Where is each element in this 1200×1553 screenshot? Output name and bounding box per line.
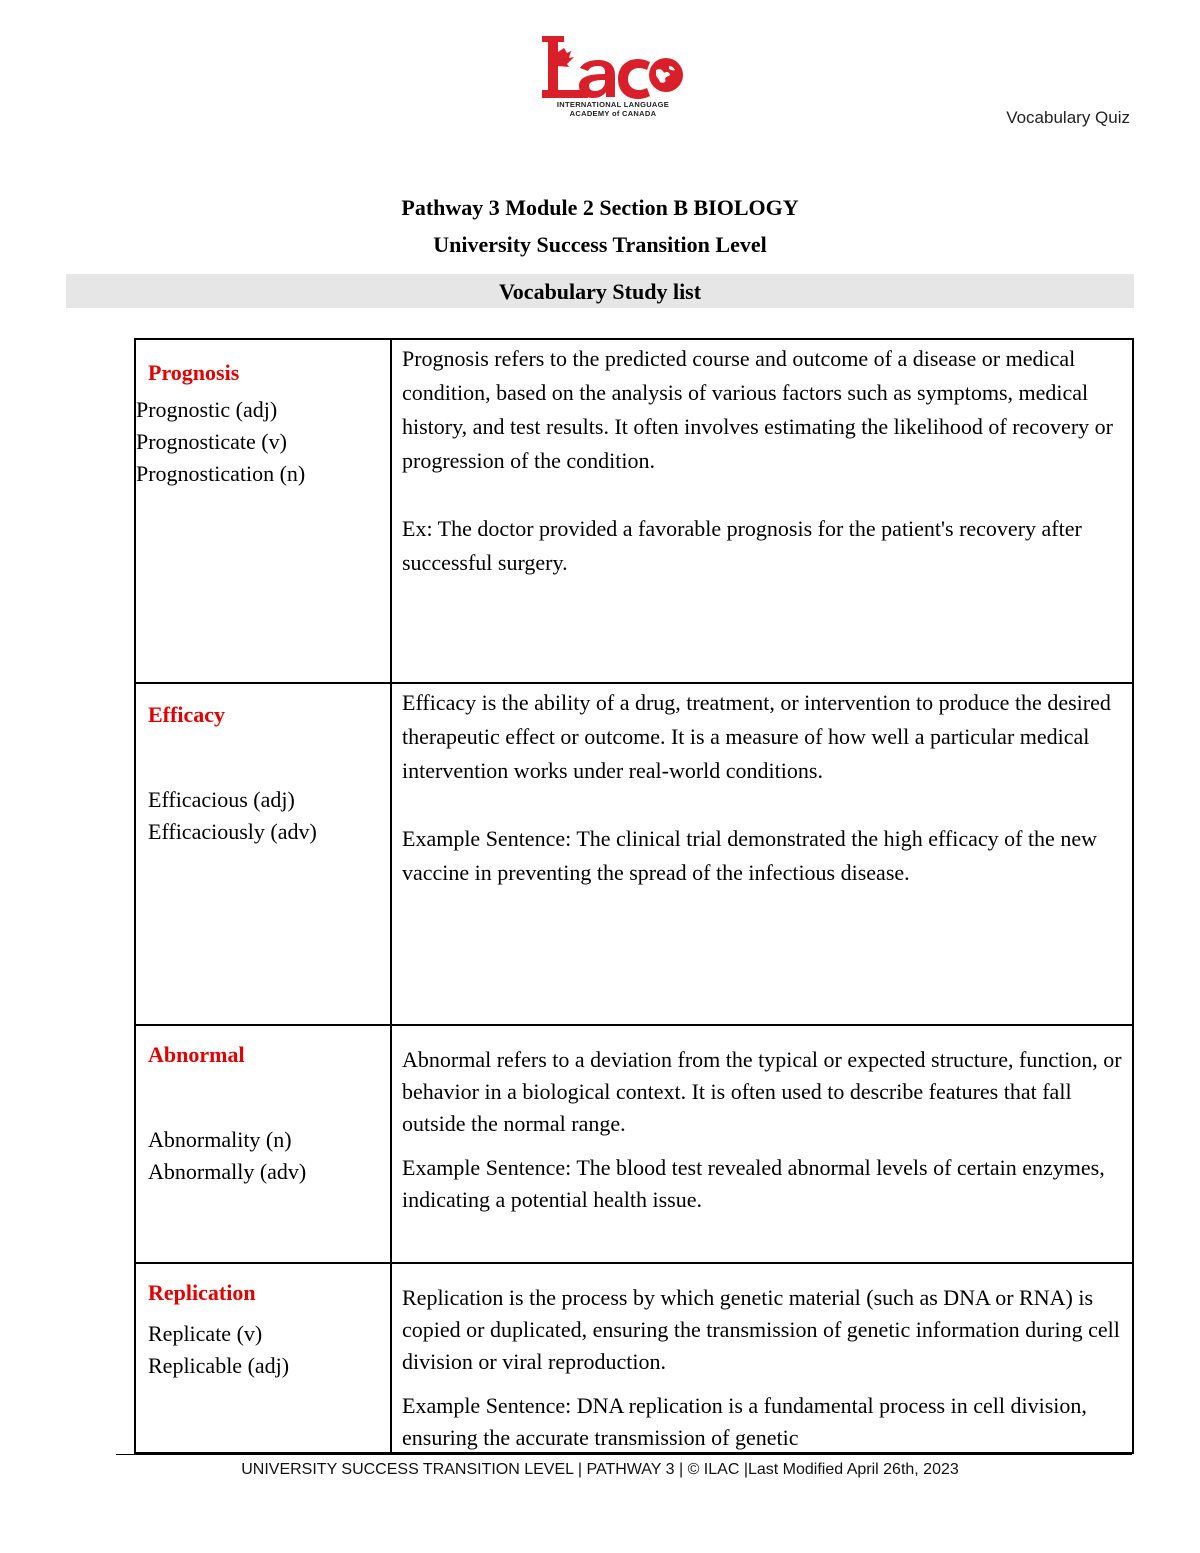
example-sentence: Ex: The doctor provided a favorable prognosis for the patient's recovery after successful surgery. [402, 516, 1082, 575]
word-forms [136, 728, 390, 848]
example-sentence: Example Sentence: The clinical trial demonstrated the high efficacy of the new vaccine in preventing the spread of the infectious disease. [402, 826, 1097, 885]
word-forms [136, 1068, 390, 1188]
page-footer: UNIVERSITY SUCCESS TRANSITION LEVEL | PATHWAY 3 | © ILAC |Last Modified April 26th, 2023 [241, 1461, 959, 1478]
word-forms [136, 1306, 390, 1382]
term-cell [135, 1263, 391, 1453]
table-row [135, 1263, 1133, 1453]
logo-tagline: INTERNATIONAL LANGUAGE ACADEMY of CANADA [556, 100, 670, 118]
word-form: Abnormally (adv) [148, 1159, 307, 1184]
page-title: Pathway 3 Module 2 Section B BIOLOGY [401, 195, 799, 220]
definition-cell [391, 683, 1133, 1025]
definition-text: Replication is the process by which genetic material (such as DNA or RNA) is copied or duplicated, ensuring the transmission of genetic information during cell division or viral reproduction. [402, 1285, 1120, 1374]
term-cell [135, 339, 391, 683]
word-form: Replicate (v) [148, 1321, 263, 1346]
term-word: Efficacy [148, 702, 225, 727]
term-word: Replication [148, 1280, 256, 1305]
definition-text: Prognosis refers to the predicted course and outcome of a disease or medical condition, based on the analysis of various factors such as symptoms, medical history, and test results. It often involves estimating the likelihood of recovery or progression of the condition. [402, 346, 1113, 473]
term-word: Prognosis [148, 360, 240, 385]
example-sentence: Example Sentence: The blood test revealed abnormal levels of certain enzymes, indicating a potential health issue. [402, 1155, 1105, 1212]
definition-text: Abnormal refers to a deviation from the typical or expected structure, function, or behavior in a biological context. It is often used to describe features that fall outside the normal range. [402, 1047, 1122, 1136]
word-form: Efficaciously (adv) [148, 819, 317, 844]
document-type-label: Vocabulary Quiz [1006, 108, 1130, 127]
vocabulary-table [134, 338, 1134, 1454]
page-subtitle: University Success Transition Level [433, 232, 767, 257]
definition-cell [391, 339, 1133, 683]
study-list-heading: Vocabulary Study list [66, 274, 1134, 308]
word-form: Efficacious (adj) [148, 787, 295, 812]
example-sentence: Example Sentence: DNA replication is a fundamental process in cell division, ensuring the accurate transmission of genetic [402, 1393, 1087, 1450]
term-word: Abnormal [148, 1042, 245, 1067]
word-form: Prognostication (n) [136, 461, 306, 486]
word-form: Prognostic (adj) [136, 397, 278, 422]
word-form: Replicable (adj) [148, 1353, 290, 1378]
table-row [135, 1025, 1133, 1263]
word-form: Prognosticate (v) [136, 429, 287, 454]
table-row [135, 339, 1133, 683]
definition-cell [391, 1025, 1133, 1263]
word-forms [136, 386, 390, 490]
term-cell [135, 1025, 391, 1263]
definition-text: Efficacy is the ability of a drug, treatment, or intervention to produce the desired therapeutic effect or outcome. It is a measure of how well a particular medical intervention works under real-world conditions. [402, 690, 1111, 783]
word-form: Abnormality (n) [148, 1127, 292, 1152]
table-row [135, 683, 1133, 1025]
term-cell [135, 683, 391, 1025]
definition-cell [391, 1263, 1133, 1453]
footer-divider [116, 1454, 1132, 1455]
